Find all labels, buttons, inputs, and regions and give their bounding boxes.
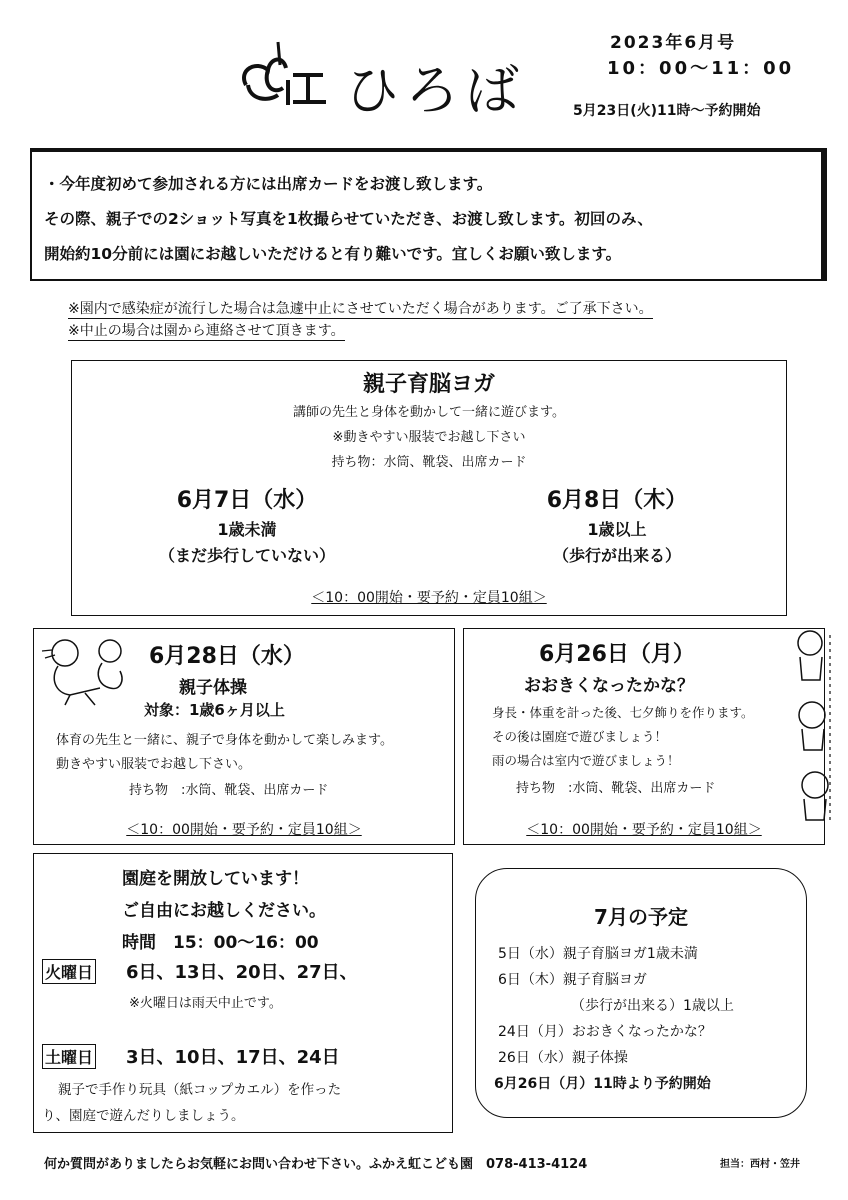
grown-footer: ＜10：00開始・要予約・定員10組＞ — [526, 822, 762, 838]
caution-line-1: ※園内で感染症が流行した場合は急遽中止にさせていただく場合があります。ご了承下さい。 — [68, 298, 653, 319]
tuesday-label: 火曜日 — [42, 959, 96, 984]
exercise-target: 対象：1歳6ヶ月以上 — [144, 701, 285, 719]
notice-box — [30, 148, 827, 281]
exercise-desc-1: 体育の先生と一緒に、親子で身体を動かして楽しみます。 — [56, 733, 393, 748]
july-item-5: 26日（水）親子体操 — [498, 1050, 628, 1066]
exercise-desc-2: 動きやすい服装でお越し下さい。 — [56, 757, 252, 772]
grown-belongings: 持ち物 :水筒、靴袋、出席カード — [516, 781, 716, 796]
garden-time: 時間 15：00〜16：00 — [122, 933, 319, 953]
exercise-footer: ＜10：00開始・要予約・定員10組＞ — [126, 822, 362, 838]
issue-label: 2023年6月号 — [610, 33, 737, 53]
yoga-session2-detail: （歩行が出来る） — [552, 546, 681, 565]
saturday-label: 土曜日 — [42, 1044, 96, 1069]
page-title: ひろば — [345, 59, 525, 122]
garden-desc-2: り、園庭で遊んだりしましょう。 — [42, 1108, 245, 1124]
tuesday-dates: 6日、13日、20日、27日、 — [126, 962, 358, 983]
yoga-session1-detail: （まだ歩行していない） — [158, 546, 335, 565]
logo-icon — [238, 40, 338, 115]
yoga-belongings: 持ち物：水筒、靴袋、出席カード — [331, 455, 527, 470]
exercise-belongings: 持ち物 :水筒、靴袋、出席カード — [129, 783, 329, 798]
parent-child-exercise-icon — [40, 633, 135, 708]
grown-desc-3: 雨の場合は室内で遊びましょう！ — [492, 753, 680, 768]
children-measuring-icon — [790, 625, 840, 825]
yoga-session1-date: 6月7日（水） — [176, 488, 318, 513]
booking-start: 5月23日(火)11時〜予約開始 — [573, 103, 761, 119]
garden-desc-1: 親子で手作り玩具（紙コップカエル）を作った — [58, 1082, 342, 1098]
july-item-1: 5日（水）親子育脳ヨガ1歳未満 — [498, 946, 698, 962]
exercise-section — [33, 628, 455, 845]
garden-title-1: 園庭を開放しています！ — [122, 869, 309, 889]
yoga-description: 講師の先生と身体を動かして一緒に遊びます。 — [293, 405, 565, 420]
garden-title-2: ご自由にお越しください。 — [122, 901, 326, 921]
yoga-session2-age: 1歳以上 — [587, 520, 647, 539]
tuesday-note: ※火曜日は雨天中止です。 — [129, 996, 282, 1011]
saturday-dates: 3日、10日、17日、24日 — [126, 1047, 340, 1068]
exercise-title: 親子体操 — [179, 678, 247, 698]
july-booking: 6月26日（月）11時より予約開始 — [494, 1076, 711, 1092]
garden-open-section — [33, 853, 453, 1133]
july-item-2: 6日（木）親子育脳ヨガ — [498, 972, 647, 988]
july-item-3: （歩行が出来る）1歳以上 — [571, 998, 734, 1014]
yoga-session1-age: 1歳未満 — [217, 520, 277, 539]
july-title: 7月の予定 — [594, 905, 688, 929]
yoga-session2-date: 6月8日（木） — [546, 488, 688, 513]
notice-line-3: 開始約10分前には園にお越しいただけると有り難いです。宜しくお願い致します。 — [44, 245, 622, 263]
grown-desc-1: 身長・体重を計った後、七夕飾りを作ります。 — [492, 705, 754, 720]
yoga-section — [71, 360, 787, 616]
contact-footer: 何か質問がありましたらお気軽にお問い合わせ下さい。ふかえ虹こども園 078-413-4124 — [44, 1157, 588, 1172]
grown-date: 6月26日（月） — [539, 642, 695, 667]
staff-names: 担当：西村・笠井 — [720, 1159, 800, 1170]
july-schedule-section — [475, 868, 807, 1118]
growth-check-section — [463, 628, 825, 845]
event-time: 10：00〜11：00 — [607, 58, 795, 79]
grown-desc-2: その後は園庭で遊びましょう！ — [492, 729, 668, 744]
notice-line-1: ・今年度初めて参加される方には出席カードをお渡し致します。 — [44, 175, 493, 193]
grown-title: おおきくなったかな？ — [524, 676, 694, 696]
yoga-footer: ＜10：00開始・要予約・定員10組＞ — [311, 590, 547, 606]
exercise-date: 6月28日（水） — [149, 644, 305, 669]
july-item-4: 24日（月）おおきくなったかな？ — [498, 1024, 712, 1040]
notice-line-2: その際、親子での2ショット写真を1枚撮らせていただき、お渡し致します。初回のみ、 — [44, 210, 653, 228]
caution-line-2: ※中止の場合は園から連絡させて頂きます。 — [68, 320, 345, 341]
yoga-title: 親子育脳ヨガ — [362, 372, 495, 397]
yoga-note: ※動きやすい服装でお越し下さい — [332, 430, 526, 445]
